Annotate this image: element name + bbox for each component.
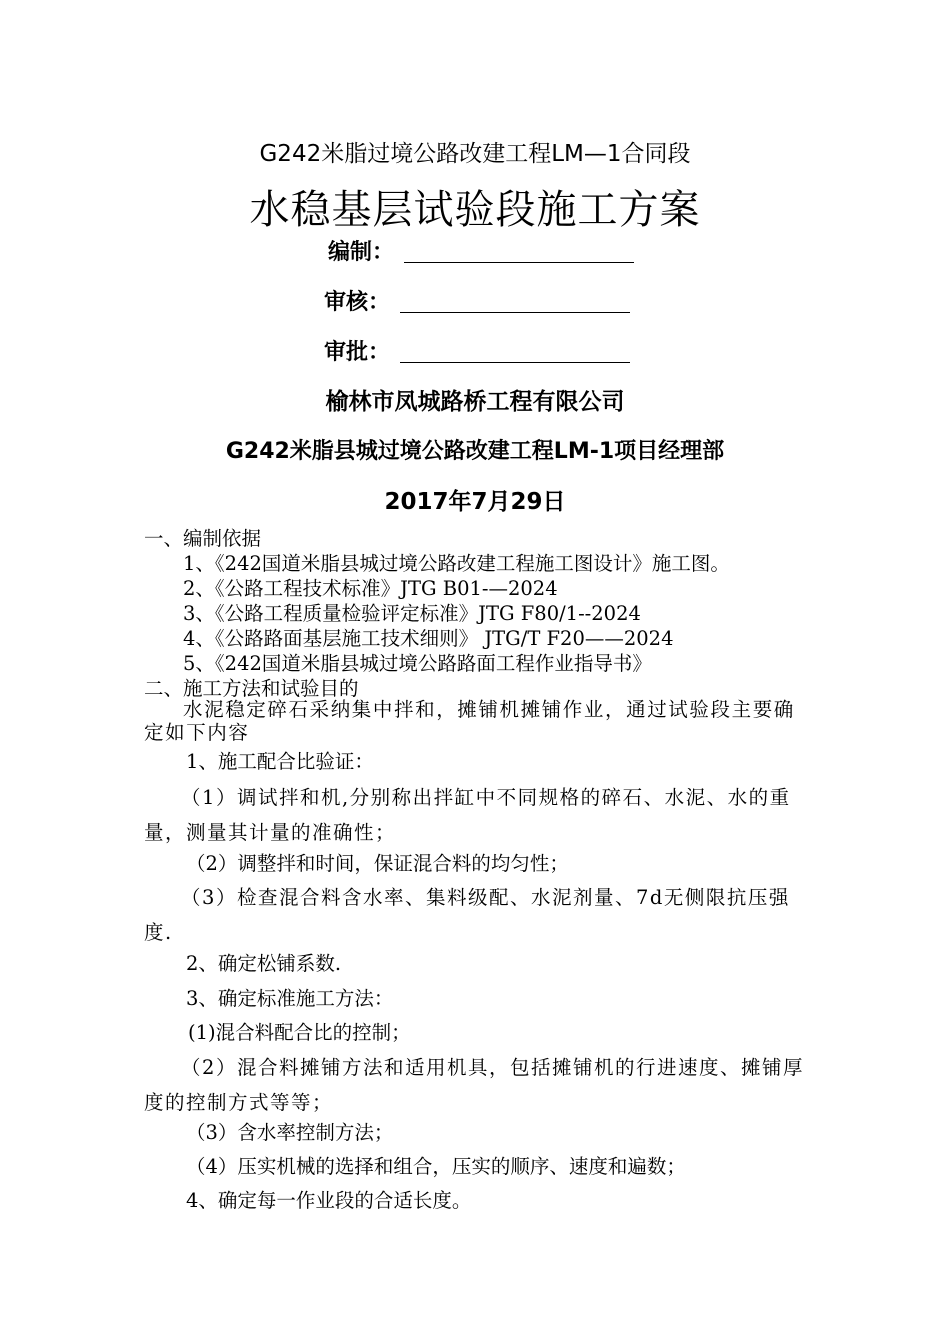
document-date: 2017年7月29日 <box>384 489 566 515</box>
signature-row-reviewed <box>324 285 634 315</box>
subsection-heading: 4、确定每一作业段的合适长度。 <box>186 1189 472 1212</box>
signature-row-approved <box>324 335 634 365</box>
paragraph: （3）检查混合料含水率、集料级配、水泥剂量、7d无侧限抗压强度. <box>144 886 790 944</box>
signature-row-compiled <box>328 235 638 265</box>
reference-item: 4、《公路路面基层施工技术细则》 JTG/T F20——2024 <box>183 627 674 650</box>
project-department: G242米脂县城过境公路改建工程LM-1项目经理部 <box>225 439 725 464</box>
signature-line <box>404 262 634 263</box>
paragraph: （4）压实机械的选择和组合，压实的顺序、速度和遍数； <box>186 1155 686 1178</box>
paragraph: （2）调整拌和时间，保证混合料的均匀性； <box>186 852 569 875</box>
reference-item: 1、《242国道米脂县城过境公路改建工程施工图设计》施工图。 <box>183 552 730 575</box>
signature-label: 审核： <box>324 290 391 315</box>
signature-label: 审批： <box>324 340 391 365</box>
paragraph: （1）调试拌和机,分别称出拌缸中不同规格的碎石、水泥、水的重量，测量其计量的准确性； <box>144 786 791 844</box>
signature-line <box>400 312 630 313</box>
section-heading: 二、施工方法和试验目的 <box>144 677 359 700</box>
subsection-heading: 3、确定标准施工方法： <box>186 987 394 1010</box>
reference-item: 3、《公路工程质量检验评定标准》JTG F80/1--2024 <box>183 602 641 625</box>
subsection-heading: 1、施工配合比验证： <box>186 750 374 773</box>
subsection-heading: 2、确定松铺系数. <box>186 952 342 975</box>
paragraph: 水泥稳定碎石采纳集中拌和，摊铺机摊铺作业，通过试验段主要确定如下内容 <box>144 698 795 744</box>
paragraph: （3）含水率控制方法； <box>186 1121 394 1144</box>
reference-item: 5、《242国道米脂县城过境公路路面工程作业指导书》 <box>183 652 652 675</box>
document-title-main: 水稳基层试验段施工方案 <box>249 187 701 233</box>
reference-item: 2、《公路工程技术标准》JTG B01-—2024 <box>183 577 558 600</box>
paragraph: (1)混合料配合比的控制； <box>188 1021 411 1044</box>
signature-line <box>400 362 630 363</box>
company-name: 榆林市凤城路桥工程有限公司 <box>325 389 625 415</box>
section-heading: 一、编制依据 <box>144 527 262 550</box>
paragraph: （2）混合料摊铺方法和适用机具，包括摊铺机的行进速度、摊铺厚度的控制方式等等； <box>144 1056 804 1114</box>
signature-label: 编制： <box>328 240 395 265</box>
document-title-line1: G242米脂过境公路改建工程LM—1合同段 <box>259 141 691 167</box>
